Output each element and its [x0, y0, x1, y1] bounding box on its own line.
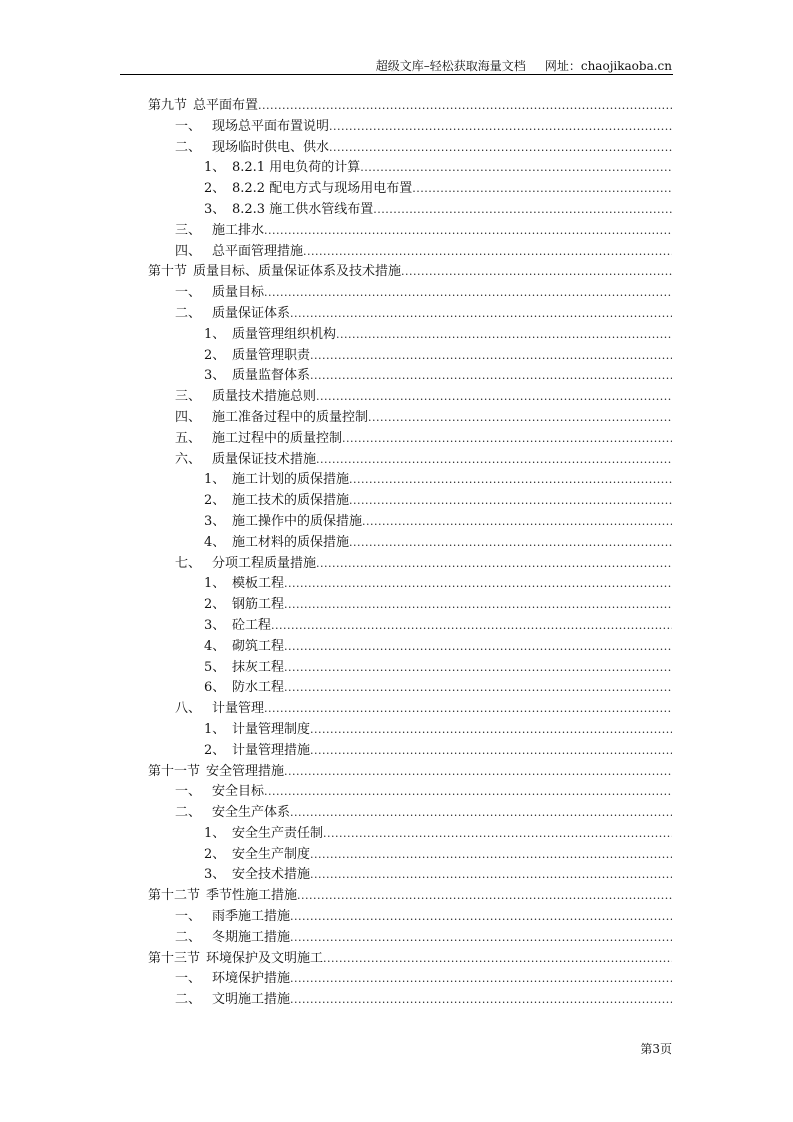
toc-entry-title: 现场总平面布置说明	[212, 118, 330, 134]
toc-entry-title: 8.2.1 用电负荷的计算	[232, 160, 361, 176]
dot-leader	[290, 969, 672, 990]
toc-entry-number: 第十三节	[148, 950, 201, 966]
toc-entry[interactable]	[148, 845, 672, 866]
toc-entry-title: 分项工程质量措施	[212, 555, 317, 571]
toc-entry[interactable]	[148, 928, 672, 949]
toc-entry-number: 二、	[175, 139, 202, 155]
toc-entry[interactable]	[148, 990, 672, 1011]
toc-entry-number: 四、	[175, 409, 202, 425]
toc-entry-number: 4、	[204, 534, 226, 550]
toc-entry-title: 安全生产体系	[212, 805, 291, 821]
toc-entry[interactable]	[148, 969, 672, 990]
toc-entry[interactable]	[148, 262, 672, 283]
header-site-name: 超级文库–轻松获取海量文档	[375, 59, 526, 73]
dot-leader	[342, 429, 672, 450]
toc-entry[interactable]	[148, 242, 672, 263]
dot-leader	[271, 616, 672, 637]
toc-entry-title: 模板工程	[232, 576, 285, 592]
toc-entry[interactable]	[148, 179, 672, 200]
toc-entry[interactable]	[148, 221, 672, 242]
toc-entry-title: 雨季施工措施	[212, 909, 291, 925]
toc-entry-title: 环境保护及文明施工	[206, 950, 324, 966]
dot-leader	[360, 158, 672, 179]
toc-entry-title: 质量监督体系	[232, 368, 311, 384]
toc-entry-number: 2、	[204, 742, 226, 758]
toc-entry[interactable]	[148, 803, 672, 824]
dot-leader	[323, 949, 672, 970]
dot-leader	[284, 637, 672, 658]
toc-entry-number: 3、	[204, 513, 226, 529]
toc-entry-number: 五、	[175, 430, 202, 446]
toc-entry-title: 钢筋工程	[232, 597, 285, 613]
dot-leader	[284, 574, 672, 595]
toc-entry-number: 第十一节	[148, 763, 201, 779]
toc-entry-number: 2、	[204, 846, 226, 862]
toc-entry-title: 计量管理	[212, 701, 265, 717]
dot-leader	[329, 138, 672, 159]
dot-leader	[362, 512, 672, 533]
toc-entry-number: 3、	[204, 867, 226, 883]
toc-entry-number: 第十节	[148, 264, 188, 280]
toc-entry-number: 二、	[175, 805, 202, 821]
toc-entry-title: 质量保证技术措施	[212, 451, 317, 467]
toc-entry-number: 一、	[175, 118, 202, 134]
dot-leader	[264, 283, 672, 304]
toc-entry-title: 质量目标、质量保证体系及技术措施	[193, 264, 402, 280]
toc-entry-title: 抹灰工程	[232, 659, 285, 675]
toc-entry-number: 一、	[175, 971, 202, 987]
toc-entry-title: 砼工程	[232, 617, 272, 633]
toc-entry[interactable]	[148, 158, 672, 179]
toc-entry[interactable]	[148, 720, 672, 741]
dot-leader	[336, 325, 672, 346]
toc-entry[interactable]	[148, 408, 672, 429]
toc-entry[interactable]	[148, 949, 672, 970]
toc-entry-title: 环境保护措施	[212, 971, 291, 987]
toc-entry-number: 5、	[204, 659, 226, 675]
dot-leader	[264, 221, 672, 242]
toc-entry[interactable]	[148, 512, 672, 533]
toc-entry-number: 2、	[204, 493, 226, 509]
dot-leader	[373, 200, 672, 221]
toc-entry[interactable]	[148, 304, 672, 325]
dot-leader	[316, 450, 672, 471]
toc-entry[interactable]	[148, 762, 672, 783]
toc-entry-title: 防水工程	[232, 680, 285, 696]
toc-entry-title: 质量目标	[212, 285, 265, 301]
toc-entry-title: 质量管理职责	[232, 347, 311, 363]
dot-leader	[310, 865, 672, 886]
toc-entry-title: 砌筑工程	[232, 638, 285, 654]
toc-entry-number: 第九节	[148, 98, 188, 113]
toc-entry[interactable]	[148, 387, 672, 408]
dot-leader	[284, 595, 672, 616]
toc-entry-title: 计量管理制度	[232, 721, 311, 737]
toc-entry-number: 三、	[175, 222, 202, 238]
toc-entry[interactable]	[148, 741, 672, 762]
header-rule	[120, 74, 673, 75]
toc-entry-number: 八、	[175, 701, 202, 717]
toc-entry-number: 1、	[204, 576, 226, 592]
dot-leader	[310, 346, 672, 367]
toc-entry[interactable]	[148, 595, 672, 616]
dot-leader	[310, 366, 672, 387]
toc-entry-number: 四、	[175, 243, 202, 259]
toc-entry-number: 3、	[204, 617, 226, 633]
toc-entry-title: 施工准备过程中的质量控制	[212, 409, 369, 425]
toc-entry-number: 一、	[175, 909, 202, 925]
toc-entry[interactable]	[148, 429, 672, 450]
toc-entry-number: 6、	[204, 680, 226, 696]
toc-entry[interactable]	[148, 782, 672, 803]
toc-entry-title: 施工过程中的质量控制	[212, 430, 343, 446]
toc-entry-number: 二、	[175, 305, 202, 321]
toc-entry-title: 安全技术措施	[232, 867, 311, 883]
toc-entry-number: 1、	[204, 160, 226, 176]
table-of-contents	[148, 96, 672, 1011]
toc-entry[interactable]	[148, 96, 672, 117]
toc-entry-number: 2、	[204, 597, 226, 613]
toc-entry-number: 3、	[204, 368, 226, 384]
toc-entry-number: 第十二节	[148, 888, 201, 904]
toc-entry[interactable]	[148, 346, 672, 367]
toc-entry-title: 安全生产制度	[232, 846, 311, 862]
toc-entry[interactable]	[148, 574, 672, 595]
dot-leader	[401, 262, 672, 283]
toc-entry[interactable]	[148, 616, 672, 637]
dot-leader	[284, 658, 672, 679]
dot-leader	[323, 824, 672, 845]
toc-entry-title: 质量保证体系	[212, 305, 291, 321]
toc-entry-title: 8.2.2 配电方式与现场用电布置	[232, 181, 413, 197]
toc-entry-title: 总平面布置	[193, 98, 259, 113]
toc-entry-title: 安全目标	[212, 784, 265, 800]
dot-leader	[290, 990, 672, 1011]
dot-leader	[303, 242, 672, 263]
header-url: 网址：chaojikaoba.cn	[544, 59, 672, 73]
toc-entry-number: 二、	[175, 992, 202, 1008]
toc-entry[interactable]	[148, 117, 672, 138]
toc-entry-number: 1、	[204, 326, 226, 342]
toc-entry[interactable]	[148, 824, 672, 845]
toc-entry-title: 施工操作中的质保措施	[232, 513, 363, 529]
toc-entry-title: 冬期施工措施	[212, 929, 291, 945]
toc-entry-number: 七、	[175, 555, 202, 571]
toc-entry[interactable]	[148, 699, 672, 720]
dot-leader	[297, 886, 672, 907]
toc-entry-title: 季节性施工措施	[206, 888, 298, 904]
toc-entry[interactable]	[148, 886, 672, 907]
toc-entry[interactable]	[148, 138, 672, 159]
dot-leader	[264, 782, 672, 803]
toc-entry[interactable]	[148, 554, 672, 575]
toc-entry[interactable]	[148, 907, 672, 928]
dot-leader	[310, 845, 672, 866]
dot-leader	[349, 533, 672, 554]
toc-entry-title: 施工材料的质保措施	[232, 534, 350, 550]
toc-entry-title: 施工排水	[212, 222, 265, 238]
page-header	[376, 57, 672, 74]
toc-entry[interactable]	[148, 533, 672, 554]
toc-entry-number: 2、	[204, 347, 226, 363]
dot-leader	[284, 678, 672, 699]
toc-entry-number: 三、	[175, 389, 202, 405]
toc-entry[interactable]	[148, 678, 672, 699]
toc-entry-title: 8.2.3 施工供水管线布置	[232, 201, 374, 217]
dot-leader	[264, 699, 672, 720]
toc-entry-title: 计量管理措施	[232, 742, 311, 758]
toc-entry-title: 质量技术措施总则	[212, 389, 317, 405]
toc-entry[interactable]	[148, 450, 672, 471]
toc-entry[interactable]	[148, 325, 672, 346]
toc-entry-number: 2、	[204, 181, 226, 197]
toc-entry-number: 1、	[204, 825, 226, 841]
toc-entry-title: 总平面管理措施	[212, 243, 304, 259]
toc-entry-number: 一、	[175, 285, 202, 301]
toc-entry[interactable]	[148, 637, 672, 658]
toc-entry-number: 4、	[204, 638, 226, 654]
toc-entry[interactable]	[148, 491, 672, 512]
toc-entry[interactable]	[148, 470, 672, 491]
dot-leader	[284, 762, 672, 783]
toc-entry[interactable]	[148, 366, 672, 387]
page-number: 第3页	[640, 1042, 672, 1056]
toc-entry-title: 施工技术的质保措施	[232, 493, 350, 509]
dot-leader	[329, 117, 672, 138]
toc-entry-number: 六、	[175, 451, 202, 467]
toc-entry[interactable]	[148, 658, 672, 679]
dot-leader	[349, 470, 672, 491]
dot-leader	[290, 907, 672, 928]
toc-entry-title: 质量管理组织机构	[232, 326, 337, 342]
toc-entry-number: 3、	[204, 201, 226, 217]
toc-entry-number: 1、	[204, 472, 226, 488]
toc-entry[interactable]	[148, 200, 672, 221]
dot-leader	[290, 304, 672, 325]
toc-entry-number: 1、	[204, 721, 226, 737]
dot-leader	[368, 408, 672, 429]
toc-entry-number: 二、	[175, 929, 202, 945]
dot-leader	[412, 179, 672, 200]
toc-entry-title: 文明施工措施	[212, 992, 291, 1008]
dot-leader	[290, 803, 672, 824]
toc-entry-title: 现场临时供电、供水	[212, 139, 330, 155]
toc-entry-title: 安全生产责任制	[232, 825, 324, 841]
toc-entry[interactable]	[148, 283, 672, 304]
toc-entry-title: 安全管理措施	[206, 763, 285, 779]
dot-leader	[316, 387, 672, 408]
toc-entry[interactable]	[148, 865, 672, 886]
dot-leader	[310, 741, 672, 762]
dot-leader	[258, 96, 672, 117]
toc-entry-number: 一、	[175, 784, 202, 800]
dot-leader	[316, 554, 672, 575]
toc-entry-title: 施工计划的质保措施	[232, 472, 350, 488]
dot-leader	[349, 491, 672, 512]
dot-leader	[310, 720, 672, 741]
dot-leader	[290, 928, 672, 949]
